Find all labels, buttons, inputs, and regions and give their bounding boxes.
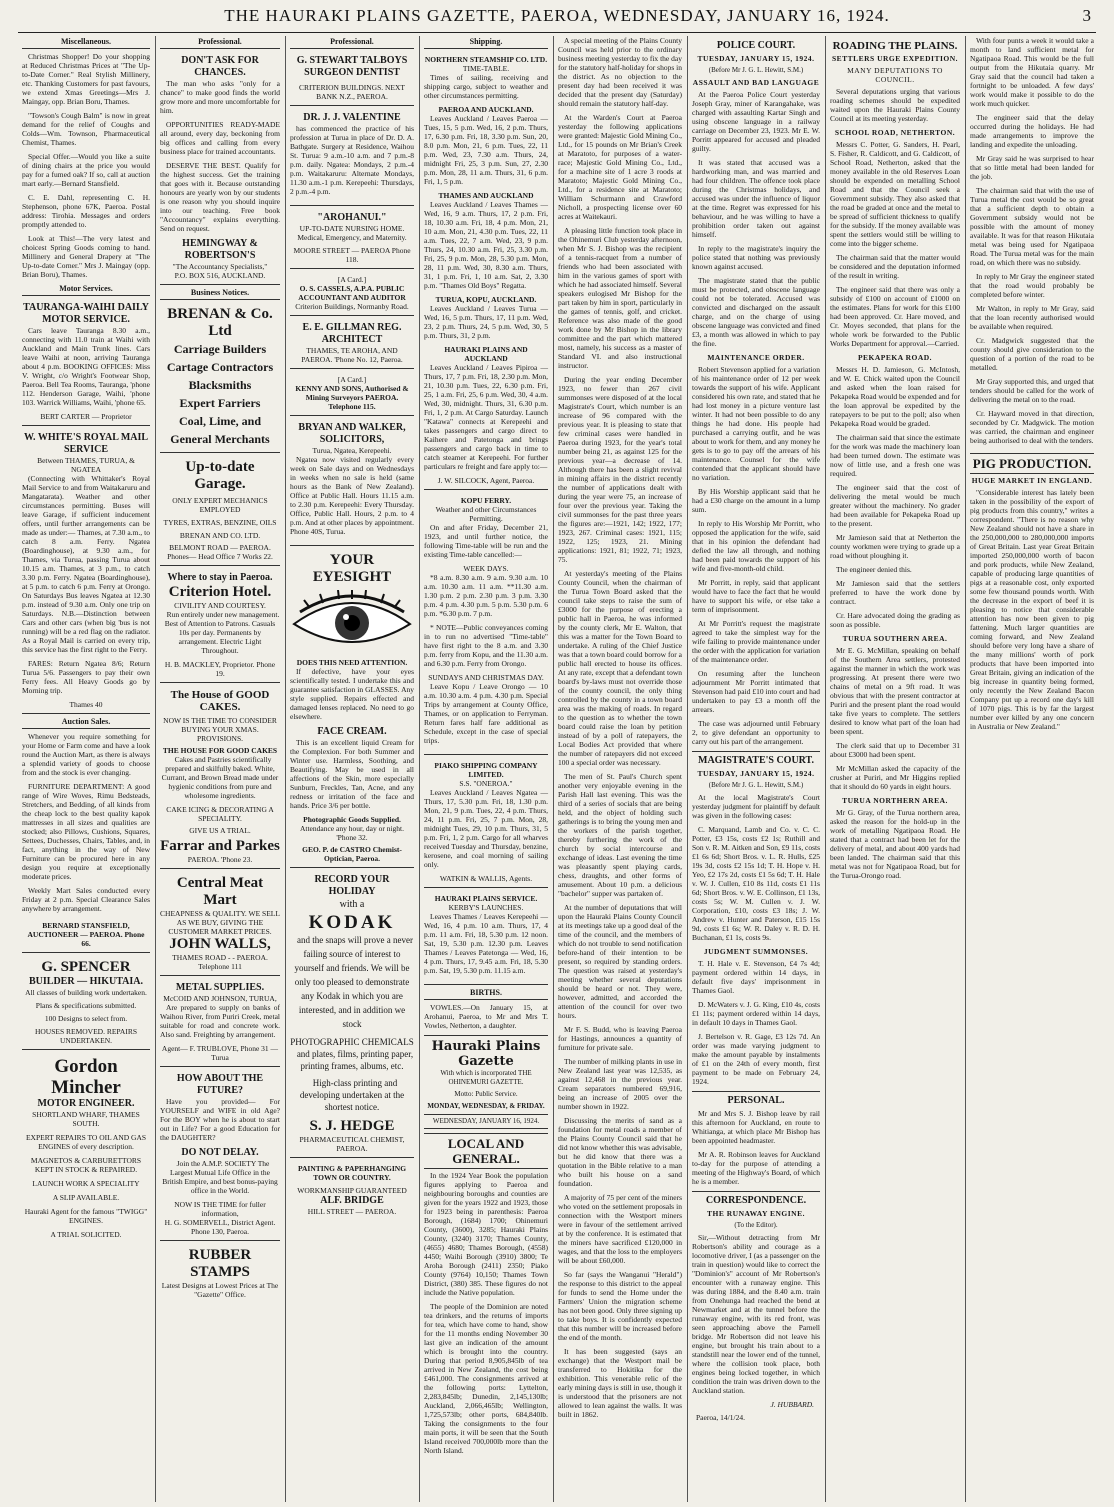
ad-gillman	[290, 319, 414, 369]
ad-sign: J. W. SILCOCK, Agent, Paeroa.	[437, 476, 535, 485]
ad-tauranga-waihi	[22, 299, 150, 426]
ad-kodak	[290, 871, 414, 1158]
ad-title: BRENAN & Co. Ltd	[167, 306, 273, 339]
ad-title: FACE CREAM.	[317, 726, 387, 737]
ad-title: "AROHANUI."	[317, 212, 387, 223]
ad-firm: McCOID AND JOHNSON, TURUA,	[163, 994, 277, 1003]
ad-kerby	[424, 891, 548, 985]
route-times: Leaves Thames / Leaves Kerepeehi — Wed, 16, 4 p.m. 10 a.m. Thurs, 17, 4 p.m. 11 a.m. Fri, 18, 5.30 p.m. 12 noon. Sat, 19, 5.30 p.m. 12.30 p.m. Leaves Thames / Leaves Patetonga — Wed, 16, 4 p.m. Thurs, 17, 9.45 a.m. Fri, 18, 5.30 p.m. Sat, 19, 5.30 p.m. 11.15 a.m.	[424, 912, 548, 975]
gazette-motto: Motto: Public Service.	[454, 1090, 518, 1098]
column-8	[966, 36, 1098, 1502]
eye-icon	[290, 590, 414, 654]
gazette-title: Hauraki Plains Gazette	[431, 1039, 541, 1069]
ad-rubber	[160, 1244, 280, 1303]
ad-sign: BERNARD STANSFIELD, AUCTIONEER — PAEROA. Phone 66.	[27, 921, 145, 948]
headline-correspondence: CORRESPONDENCE.	[692, 1191, 820, 1207]
ad-line: All classes of building work undertaken.	[25, 988, 147, 997]
article-paragraph: A majority of 75 per cent of the miners who voted on the settlement proposals in connection with the Westport miners were in favour of the settlement arrived at by the conference. It is estimated that the miners have sacrificed £120,000 in wages, and that the loss to the employers will be about £60,000.	[558, 1193, 682, 1265]
section-header-births: BIRTHS.	[424, 988, 548, 1000]
article-paragraph: Messrs H. D. Jamieson, G. McIntosh, and W. E. Chick waited upon the Council and asked when the loan raised for Pekapeka Road would be expended and for the loan approval be expedited by the ratepayers to be put to the poll; also when Pekapeka Road would be graded.	[830, 365, 960, 428]
ad-sign: GEO. P. de CASTRO Chemist-Optician, Paeroa.	[302, 845, 402, 863]
ad-card: [A Card.]	[337, 375, 367, 384]
article-paragraph: Mr Jamieson said that at Netherton the county workmen were trying to grade up a road without ploughing it.	[830, 533, 960, 560]
ad-line: BELMONT ROAD — PAEROA.	[169, 543, 271, 552]
route-times: Leaves Auckland / Leaves Paeroa — Tues, 15, 5 p.m. Wed, 16, 2 p.m. Thurs, 17, 6.30 p.m. Fri, 18, 3.30 p.m. Sun, 20, 8.0 p.m. Mon, 21, 6 p.m. Tues, 22, 11 p.m. Wed, 23, 7.30 a.m. Thurs, 24, midnight Fri, 25, 3 p.m. Sun, 27, 2.30 p.m. Mon, 28, 11 a.m. Thurs, 31, 6 p.m. Fri, 1, 5 p.m.	[424, 114, 548, 186]
ad-firm: HEMINGWAY & ROBERTSON'S	[182, 238, 258, 261]
ad-line: "The Accountancy Specialists,"	[172, 262, 268, 271]
section-header-auction: Auction Sales.	[22, 717, 150, 729]
article-paragraph: At the Warden's Court at Paeroa yesterday the following applications were granted: Majestic Gold Mining Co., Ltd., for 15 pounds on Mr Brian's Creek at Maratoto, for purposes of a water-race; Majestic Gold Mining Co., Ltd., for a machine site of 1 acre 3 roods at Maratoto; Majestic Gold Mining Co., Ltd., for a residence site at Maratoto; William Schurmann and Crawford Nicholl, a prospecting license over 60 acres at Waitekauri.	[558, 113, 682, 221]
article-paragraph: The engineer denied this.	[836, 565, 912, 574]
article-paragraph: The chairman said that the matter would be considered and the deputation informed of the result in writing.	[830, 253, 960, 280]
ad-criterion	[160, 569, 280, 683]
article-paragraph: On resuming after the luncheon adjournment Mr Porritt intimated that Stevenson had paid £10 into court and had undertaken to pay £3 a month off the arrears.	[692, 669, 820, 714]
ad-body: and the snaps will prove a never failing source of interest to yourself and friends. We will be only too pleased to demonstrate any Kodak in which you are interested, and in addition we stock	[294, 935, 413, 1029]
ad-line: with a	[339, 899, 365, 910]
letter-place: Paeroa, 14/1/24.	[696, 1413, 745, 1422]
ad-line: GIVE US A TRIAL.	[189, 826, 251, 835]
article-paragraph: J. Bertelson v. R. Gage, £3 12s 7d. An order was made varying judgment to make the amount payable by instalments of £1 on the 24th of every month, first payment to be made on February 24, 1924.	[692, 1032, 820, 1086]
ad-line: P.O. BOX 516, AUCKLAND.	[174, 271, 266, 280]
ad-body: Cakes and Pastries scientifically prepared and skilfully baked. White, Currant, and Brown Bread made under hygienic conditions from pure and wholesome ingredients.	[161, 755, 279, 800]
ad-card: [A Card.]	[337, 275, 367, 284]
article-paragraph: The engineer said that the delay occurred during the holidays. He had made arrangements to improve the landing and expedite the unloading.	[970, 113, 1094, 149]
headline-police-court: POLICE COURT.	[716, 40, 796, 51]
ad-body: Ngatea now visited regularly every week on Sale days and on Wednesdays in weeks when no sale is held (same hours as the Bank of New Zealand). Office at Public Hall. Hours 11.15 a.m. to 2.30 p.m. Kerepeehi: Every Thursday. Office, Public Hall. Hours, 2 p.m. to 4 p.m. And at other places by appointment. Phone 40S, Turua.	[290, 455, 414, 536]
article-paragraph: The clerk said that up to December 31 about £3000 had been spent.	[830, 741, 960, 759]
ad-body: The man who asks "only for a chance" to make good finds the world grow more and more uncomfortable for him.	[160, 79, 280, 115]
gazette-date: WEDNESDAY, JANUARY 16, 1924.	[424, 1114, 548, 1129]
article-paragraph: Cr. Hayward moved in that direction, seconded by Cr. Madgwick. The motion was carried, the chairman and engineer being authorised to deal with the tenders.	[970, 409, 1094, 445]
ad-title: PAINTING & PAPERHANGING TOWN OR COUNTRY.	[297, 1164, 407, 1182]
article-paragraph: During the year ending December 1923, no fewer than 267 civil summonses were disposed of at the local Magistrate's Court, which number is an increase of 96 compared with the previous year. It is pleasing to state that few criminal cases were handled in Paeroa during 1923, for the year's total number being 21, as against 125 for the previous year—a decrease of 14. Although there has been a slight revival in mining affairs in the district recently the number of applications dealt with during the year were 75, an increase of four over the previous year. Taking the civil summonses for the past three years the figures are:—1921, 142; 1922, 177; 1923, 267. Criminal cases: 1921, 115; 1922, 125; 1923, 21. Mining applications: 1921, 81; 1922, 71; 1923, 75.	[558, 375, 682, 564]
ad-sign: BERT CARTER — Proprietor	[40, 412, 132, 421]
ad-title: RECORD YOUR HOLIDAY	[314, 874, 390, 897]
article-paragraph: Robert Stevenson applied for a variation of his maintenance order of 12 per week towards the support of his wife. Applicant considered his own rate, and stated that he had lost money in a picture venture last winter. It had not been possible to do any things he had done. His people had purchased a carrying outfit, and he was about to work for them, and any money he gets is to go to pay off the arrears of his maintenance. Counsel for the wife contended that the applicant should have no variation.	[692, 365, 820, 482]
ad-royal-mail	[22, 429, 150, 714]
ad-line: MOORE STREET — PAEROA Phone 118.	[293, 246, 411, 264]
section-header-professional: Professional.	[160, 37, 280, 49]
ad-line: THAMES ROAD - - PAEROA. Telephone 111	[172, 953, 268, 971]
ad-subtitle: Weather and other Circumstances Permitting.	[435, 505, 537, 523]
article-paragraph: The chairman said that with the use of Turua metal the cost would be so great that a sufficient depth to obtain a Government subsidy would not be possible with the amount of money available. It was for that reason Hikutaia metal was being used for Ngatipaoa Road. The Turua metal was for the main road, on which there was no subsidy.	[970, 186, 1094, 267]
article-paragraph: At yesterday's meeting of the Plains County Council, when the chairman of the Turua Town Board asked that the council take steps to raise the sum of £3000 for the purpose of erecting a public hall in Paeroa, he was informed by the county clerk, Mr E. Walton, that this was a matter for the Town Board to undertake. A ruling of the Chief Justice was that a town board could borrow for a public hall erected to house its offices. At any rate, except that a defendant town board's by-laws must not override those of the county council, the only thing controlled by the county in a town board area was the making of roads. In regard to the question as to whether the town board could raise the loan by petition instead of by a poll of ratepayers, the Local Bodies Act provided that where the number of ratepayers did not exceed 100 a special order was necessary.	[558, 569, 682, 767]
auction-paragraph: Whenever you require something for your Home or Farm come and have a look round the Auction Mart, as there is always a splendid variety of goods to choose from and the stock is ever changing.	[22, 732, 150, 777]
ad-metal	[160, 979, 280, 1067]
article-paragraph: A pleasing little function took place in the Ohinemuri Club yesterday afternoon, when Mr S. J. Bishop was the recipient of a tennis-racquet from a number of friends who had been associated with him in the various games of sport with which he had associated himself. Several speakers eulogised Mr Bishop for the part taken by him in sport, particularly in the games of tennis, golf, and cricket. Reference was also made of the good work done by Mr Bishop in the library committee and the part which mattered most, namely, his success as a master of Standard VI. and also instructional instructor.	[558, 226, 682, 370]
article-paragraph: Messrs C. Potter, G. Sanders, H. Pearl, S. Fisher, R. Caldicott, and G. Caldicott, of School Road, Netherton, asked that the money available in the old Reserves Loan should be expended on metalling School Road and that the Council seek a Government subsidy. They also asked that the road be graded at once and the metal to be spread of sufficient thickness to qualify for the subsidy. If the money available was spent the settlers would still be willing to come into the bigger scheme.	[830, 140, 960, 248]
article-paragraph: The people of the Dominion are noted tea drinkers, and the returns of imports for tea, which have come to hand, show for the 11 months ending November 30 last give an indication of the amount which is brought into the country. During that period 8,905,845lb of tea arrived in New Zealand, the cost being £461,000. The consignments arrived at the following ports: Lyttelton, 2,283,845lb; Dunedin, 2,145,130lb; Auckland, 2,066,465lb; Wellington, 1,725,573lb; other ports, 684,840lb. Taking the consignments to the four main ports, it will be seen that the South Island received 700,000lb more than the North Island.	[424, 1302, 548, 1455]
ad-accountancy	[160, 52, 280, 285]
article-paragraph: By His Worship applicant said that he had a £30 charge on the amount in a lump sum.	[692, 487, 820, 514]
article-paragraph: The number of milking plants in use in New Zealand last year was 12,535, as against 12,468 in the previous year. Cream separators numbered 69,916, being an increase of 2005 over the number shown in 1922.	[558, 1057, 682, 1111]
article-paragraph: Mr Gray supported this, and urged that tenders should be called for the work of delivering the metal on to the road.	[970, 377, 1094, 404]
ad-body: (Connecting with Whittaker's Royal Mail Service to and from Waitakaruru and Mangatarata). Weather and other circumstances permitting. Buses will leave Garage, if sufficient inducement offers, until further arrangements can be made as under:— Thames, at 7.30 a.m., to catch 8 a.m. Ferry. Ngatea (Boardinghouse), at 9.30 a.m., for Thames, via Turua, passing Turua about 10.15 a.m. Thames, at 3 p.m., to catch 3.30 p.m. Ferry. Ngatea (Boardinghouse), at 5 p.m. to catch 6 p.m. Ferry at Orongo. On Saturdays Bus leaves Ngatea at 12.30 p.m. instead of 9.30 a.m. Only one trip on Saturdays. N.B.—Distinction between Cars and other cars (when big 'bus is not running) will be a red flag on the radiator. As a Royal Mail is carried on every trip, this service has the first right to the Ferry.	[22, 474, 150, 654]
headline-local-general: LOCAL AND GENERAL.	[424, 1133, 548, 1169]
article-paragraph: T. H. Hale v. E. Stevenson, £4 7s 4d; payment ordered within 14 days, in default five days' imprisonment in Thames Gaol.	[692, 959, 820, 995]
ad-line: Attendance any hour, day or night. 'Phone 32.	[299, 824, 405, 842]
article-paragraph: The chairman said that since the estimate for the work was made the machinery loan had been turned down. The estimate was now of little use, and a fresh one was required.	[830, 433, 960, 478]
subheading: JUDGMENT SUMMONSES.	[703, 947, 809, 956]
ad-subtitle: MOTOR ENGINEER.	[37, 1098, 135, 1109]
ad-kenny	[290, 372, 414, 416]
masthead-title: THE HAURAKI PLAINS GAZETTE, PAEROA, WEDNESDAY, JANUARY 16, 1924.	[224, 6, 890, 25]
ad-line: Coal, Lime, and	[178, 414, 261, 428]
letter-body: Sir,—Without detracting from Mr Robertson's ability and courage as a locomotive driver, I (as a passenger on the train in question) would like to correct the "Dominion's" account of Mr Robertson's encounter with a runaway engine. This was during 1884, and the 8.40 a.m. train from Onehunga had reached the bend at Newmarket and at the tunnel before the runaway engine, with its red front, was seen approaching above the Parnell bridge. Mr Robertson did not leave his engine, but brought his train about to a standstill near the lower end of the tunnel, where the collision took place, both engines being locked together, in which condition the train was driven down to the Auckland station.	[692, 1233, 820, 1395]
ad-bridge	[290, 1161, 414, 1220]
subheading: MAINTENANCE ORDER.	[707, 353, 805, 362]
ad-meat-mart	[160, 872, 280, 976]
ad-firm: S. J. HEDGE	[309, 1118, 395, 1134]
ad-title: HOW ABOUT THE FUTURE?	[176, 1073, 264, 1096]
ad-line: Cartage Contractors	[166, 360, 274, 374]
ad-body: Times of sailing, receiving and shipping cargo, subject to weather and other circumstances permitting.	[424, 73, 548, 100]
ad-subtitle: KERBY'S LAUNCHES.	[448, 903, 524, 912]
ad-line: THE HOUSE FOR GOOD CAKES	[162, 746, 278, 755]
article-paragraph: Several deputations urging that various roading schemes should be expedited waited upon the Hauraki Plains County Council at its meeting yesterday.	[830, 87, 960, 123]
ad-body: Are prepared to supply on banks of Waihou River, from Puriri Creek, metal suitable for road and concrete work. Also sand. Freighting by arrangement.	[160, 1003, 280, 1039]
ad-line: EXPERT REPAIRS TO OIL AND GAS ENGINES of every description.	[25, 1133, 147, 1151]
ad-amp	[160, 1070, 280, 1241]
subheading: PEKAPEKA ROAD.	[857, 353, 933, 362]
ad-cakes	[160, 686, 280, 869]
headline-magistrates-court: MAGISTRATE'S COURT.	[692, 751, 820, 767]
ad-firm: JOHN WALLS,	[169, 936, 271, 952]
ad-subtitle: S.S. "ONEROA."	[459, 779, 513, 788]
ad-eyesight	[290, 549, 414, 868]
ad-title: G. SPENCER	[41, 959, 131, 975]
ad-title: KOPU FERRY.	[460, 496, 512, 505]
ad-firm: ALF. BRIDGE	[320, 1195, 384, 1206]
ad-title: NORTHERN STEAMSHIP CO. LTD.	[424, 55, 548, 64]
ad-line: WORKMANSHIP GUARANTEED	[297, 1186, 407, 1195]
route-times: Leaves Auckland / Leaves Pipiroa — Thurs, 17, 7 p.m. Fri, 18, 2.30 p.m. Mon, 21, 10.30 p.m. Tues, 22, 6.30 p.m. Fri, 25, 1 a.m. Fri, 25, 6 p.m. Wed, 30, 4 a.m. Wed, 30, midnight. Thurs, 31, 6.30 p.m. Fri, 1, 2 p.m. At Cargo Saturday. Launch "Katawa" connects at Kerepeehi and takes passengers and cargo direct to Kaihere and Patetonga and brings passengers and cargo back in time to catch steamer at Kerepeehi. For further particulars re freight and fare apply to:—	[424, 363, 548, 471]
ad-line: UP-TO-DATE NURSING HOME. Medical, Emergency, and Maternity.	[297, 224, 407, 242]
column-7	[826, 36, 964, 1502]
misc-paragraph: Special Offer.—Would you like a suite of dining chairs at the price you would pay for a fumed oak? If so, call at auction mart early.—Bernard Stansfield.	[22, 152, 150, 188]
column-4	[420, 36, 552, 1502]
ad-kopu-ferry	[424, 493, 548, 755]
ad-title: E. E. GILLMAN REG. ARCHITECT	[302, 322, 402, 345]
ad-title: DR. J. J. VALENTINE	[303, 112, 401, 123]
ad-body: has commenced the practice of his profession at Turua in place of Dr. D. A. Bathgate. Surgery at Residence, Waihou St. Turua: 9 a.m.-10 a.m. and 7 p.m.-8 p.m. daily. Ngatea: Mondays, 2 p.m.-4 p.m. Waitakaruru: Alternate Mondays, 11.30 a.m.-1 p.m. Kerepeehi: Thursdays, 2 p.m.-4 p.m.	[290, 124, 414, 196]
route-title: SUNDAYS AND CHRISTMAS DAY.	[428, 673, 544, 682]
route-title: TURUA, KOPU, AUCKLAND.	[435, 295, 537, 304]
court-date: TUESDAY, JANUARY 15, 1924.	[697, 769, 815, 778]
route-times: Leave Kopu / Leave Orongo — 10 a.m. 10.30 a.m. 4 p.m. 4.30 p.m. Special Trips by arrangement at County Office, Thames, or on application to Ferryman. Return fares half fare additional as Schedule, except in the case of special trips.	[424, 682, 548, 745]
article-paragraph: Mr Porritt, in reply, said that applicant would have to face the fact that he would have to support his wife, or else take a term of imprisonment.	[692, 578, 820, 614]
column-1	[18, 36, 154, 1502]
column-2	[156, 36, 284, 1502]
ad-line: A SLIP AVAILABLE.	[52, 1193, 120, 1202]
ad-note: * NOTE—Public conveyances coming in to run no advertised "Time-table" have first right to the 8 a.m. and 3.30 p.m. ferry from Kopu, and the 11.30 a.m. and 6.30 p.m. Ferry from Orongo.	[424, 623, 548, 668]
ad-northern-steamship	[424, 52, 548, 490]
page-number: 3	[1082, 6, 1092, 25]
ad-brand: KODAK	[308, 912, 396, 933]
ad-body: Join the A.M.P. SOCIETY The Largest Mutual Life Office in the British Empire, and best bonus-paying office in the World.	[162, 1159, 278, 1195]
article-paragraph: In reply to the magistrate's inquiry the police stated that nothing was previously known against accused.	[692, 244, 820, 271]
ad-line: DO NOT DELAY.	[181, 1147, 259, 1158]
misc-paragraph: Look at This!—The very latest and choicest Spring Goods coming to hand. Millinery and General Drapery at "The Up-to-date Corner." Mrs J. Maingay (opp. Brian Boru), Thames.	[22, 234, 150, 279]
subheading: SETTLERS URGE EXPEDITION.	[831, 54, 959, 63]
headline-personal: PERSONAL.	[692, 1091, 820, 1107]
gazette-masthead	[424, 1035, 548, 1129]
route-times: *8 a.m. 8.30 a.m. 9 a.m. 9.30 a.m. 10 a.m. 10.30 a.m. 11 a.m. **11.30 a.m. 1.30 p.m. 2 p.m. 2.30 p.m. 3 p.m. 3.30 p.m. 4 p.m. 4.30 p.m. 5 p.m. 5.30 p.m. 6 p.m. *6.30 p.m. 7 p.m.	[424, 573, 548, 618]
ad-heading: Where to stay in Paeroa.	[167, 572, 273, 583]
article-paragraph: A special meeting of the Plains County Council was held prior to the ordinary business meeting yesterday to fix the day for the statutory half-holiday for shops in the district. As no objection to the present day had been received it was decided that the present day (Saturday) should remain the statutory half-day.	[558, 36, 682, 108]
ad-piako	[424, 758, 548, 888]
ad-subtitle: Between THAMES, TURUA, & NGATEA	[37, 456, 135, 474]
ad-line: Agent— F. TRUBLOVE, Phone 31 — Turua	[161, 1044, 279, 1062]
letter-signature: J. HUBBARD.	[770, 1400, 814, 1409]
ad-line: HILL STREET — PAEROA.	[307, 1207, 397, 1216]
ad-line: THAMES, TE AROHA, AND PAEROA. 'Phone No. 12, Paeroa.	[301, 346, 403, 364]
article-paragraph: The engineer said that the cost of delivering the metal would be much greater without the machinery. No grader had been available for Pekapeka Road up to the present.	[830, 483, 960, 528]
subheading: ASSAULT AND BAD LANGUAGE	[692, 78, 820, 87]
article-paragraph: Mr E. G. McMillan, speaking on behalf of the Southern Area settlers, protested against the manner in which the work was progressing. At present there were two chains of metal on a 9ft road. It was obvious that with the present contractor at Puriri and the present plant the road would take five years to complete. The settlers desired to know what part of the loan had been spent.	[830, 646, 960, 736]
ad-line: Phones— Head Office 7 Works 22.	[167, 552, 273, 561]
section-header-motor: Motor Services.	[22, 284, 150, 296]
article-paragraph: At the Paeroa Police Court yesterday Joseph Gray, miner of Karangahake, was charged with assaulting Kartar Singh and using obscene language in a railway carriage on December 23, 1923. Mr E. W. Porritt appeared for accused and pleaded guilty.	[692, 90, 820, 153]
section-header-professional: Professional.	[290, 37, 414, 49]
gazette-incorporated: With which is incorporated THE OHINEMURI GAZETTE.	[440, 1069, 532, 1086]
route-title: THAMES AND AUCKLAND	[438, 191, 534, 200]
ad-line: ONLY EXPERT MECHANICS EMPLOYED	[172, 496, 268, 514]
route-times: Leaves Auckland / Leaves Ngatea — Thurs, 17, 5.30 p.m. Fri, 18, 1.30 p.m. Mon, 21, 9 p.m. Tues, 22, 4 p.m. Thurs, 24, 11 p.m. Fri, 25, 7 p.m. Mon, 28, midnight Tues, 29, 10 p.m. Thurs, 31, 5 p.m. Fri, 1, 2 p.m. Cargo for all wharves received Tuesday and Thursday, benzine, kerosene, and coal morning of sailing only.	[424, 788, 548, 869]
article-paragraph: Cr. Hare advocated doing the grading as soon as possible.	[830, 611, 960, 629]
route-title: HAURAKI PLAINS AND AUCKLAND	[444, 345, 528, 363]
ad-line: BRENAN AND CO. LTD.	[179, 531, 261, 540]
ad-title: YOUR EYESIGHT	[312, 552, 392, 585]
section-header-shipping: Shipping.	[424, 37, 548, 49]
misc-paragraph: Christmas Shopper! Do your shopping at Reduced Christmas Prices at "The Up-to-Date Corner." Real Stylish Millinery, etc. Thanking Customers for past favours, we extend Xmas Greetings—Mrs J. Maingay, opp. Brian Boru, Thames.	[22, 52, 150, 106]
ad-body: DESERVE THE BEST. Qualify for the highest success. Get the training that goes with it. Because outstanding honours are yearly won by our students is one reason why you should inquire into our teaching. Free book "Accountancy" explains everything. Send on request.	[160, 161, 280, 233]
ad-garage	[160, 456, 280, 566]
ad-body: Cars leave Tauranga 8.30 a.m., connecting with 11.0 train at Waihi with Auckland and Main Trunk lines. Cars leave Waihi at noon, arriving Tauranga about 4 p.m. BOOKING OFFICES: Miss V. Wright, c/o Wright's Footwear Shop, Paeroa. Bell Tea Rooms, Tauranga, 'phone 112. Henderson Garage, Waihi, 'phone 103. Warrick Williams, Waihi, 'phone 65.	[22, 326, 150, 407]
ad-subtitle: DOES THIS NEED ATTENTION.	[296, 658, 408, 667]
column-5	[554, 36, 686, 1502]
auction-paragraph: FURNITURE DEPARTMENT: A good range of Wire Woves, Rimu Bedsteads, Stretchers, and Bedding, of all kinds from the cheap lock to the best quality kapok mattresses in all sizes and qualities are stocked; also Pillows, Cushions, Squares, Settees, Duchesses, Chairs, Tables, and, in fact, anything in the way of New Furniture can be procured here in any design you require at exceptionally moderate prices.	[22, 782, 150, 881]
ad-cassels	[290, 272, 414, 316]
ad-title: G. STEWART TALBOYS SURGEON DENTIST	[296, 55, 408, 78]
ad-line: NOW IS THE TIME for fuller information,	[174, 1200, 266, 1218]
ad-title: DON'T ASK FOR CHANCES.	[181, 55, 259, 78]
misc-paragraph: C. E. Dahl, representing C. H. Stephenson, phone 67K, Paeroa. Postal address: Tirohia. Messages and orders promptly attended to.	[22, 193, 150, 229]
ad-title: The House of GOOD CAKES.	[170, 689, 270, 713]
ad-line: General Merchants	[170, 432, 270, 446]
ad-body: and plates, films, printing paper, printing frames, albums, etc.	[296, 1049, 414, 1071]
court-before: (Before Mr J. G. L. Hewitt, S.M.)	[708, 781, 804, 789]
route-title: WEEK DAYS.	[463, 564, 509, 573]
ad-line: TYRES, EXTRAS, BENZINE, OILS	[163, 518, 277, 527]
ad-title: METAL SUPPLIES.	[175, 982, 265, 993]
ad-title: Up-to-date Garage.	[185, 459, 255, 492]
ad-line: Blacksmiths	[188, 378, 252, 392]
ad-line: Latest Designs at Lowest Prices at The "Gazette" Office.	[161, 1281, 279, 1299]
article-paragraph: At Mr Porritt's request the magistrate agreed to take the simplest way for the wife failing to provide maintenance under the order with the application for variation of the maintenance order.	[692, 619, 820, 664]
ad-body: OPPORTUNITIES READY-MADE all around, every day, beckoning from big offices and calling from every business place for trained accountants.	[160, 120, 280, 156]
article-paragraph: C. Marquand, Lamb and Co. v. C. C. Potter, £3 15s, costs £2 1s; Ruthill and Son v. R. M. Aitken and Son, £9 11s, costs £1 6s 6d; Short Bros. v. L. R. Hulls, £25 19s 3d, costs £2 15s 1d; T. H. Hope v. H. Yeo, £2 17s 2d, costs £1 5s 6d; T. H. Hale v. W. J. Cullen, £10 8s 11d, costs £1 11s 6d; Short Bros. v. W. E. Collinson, £1 13s, costs 5s; W. M. Cullen v. J. W. Corporation, £10, costs £3 18s; J. W. Andrew v. Hunter and Paterson, £15 15s 9d, costs £1 6s; W. R. Daley v. R. D. H. Buchanan, £1 1s, costs 9s.	[692, 825, 820, 942]
ad-spencer	[22, 956, 150, 1050]
ad-line: HOUSES REMOVED. REPAIRS UNDERTAKEN.	[34, 1027, 138, 1045]
ad-line: MAGNETOS & CARBURETTORS KEPT IN STOCK & REPAIRED.	[30, 1156, 142, 1174]
ad-body: Have you provided— For YOURSELF and WIFE in old Age? For the BOY when he is about to start out in Life? For a good Education for the DAUGHTER?	[160, 1097, 280, 1142]
article-paragraph: The case was adjourned until February 2, to give defendant an opportunity to carry out his part of the arrangement.	[692, 719, 820, 746]
article-paragraph: Mr and Mrs S. J. Bishop leave by rail this afternoon for Auckland, en route to Whitianga, at which place Mr Bishop has been appointed headmaster.	[692, 1109, 820, 1145]
section-header-misc: Miscellaneous.	[22, 37, 150, 49]
ad-arohanui	[290, 209, 414, 269]
ad-line: PHARMACEUTICAL CHEMIST, PAEROA.	[299, 1135, 405, 1153]
ad-title: RUBBER STAMPS	[188, 1247, 252, 1280]
births-notice: VOWLES.—On January 15, at Arohanui, Paeroa, to Mr and Mrs T. Vowles, Netherton, a daughter.	[424, 1003, 548, 1030]
gazette-publication-days: MONDAY, WEDNESDAY, & FRIDAY.	[427, 1102, 545, 1110]
article-paragraph: It was stated that accused was a hardworking man, and was married and had four children. The offence took place during the Christmas holidays, and accused was under the influence of liquor at the time. Regret was expressed for his behaviour, and he was willing to have a prohibition order taken out against himself.	[692, 158, 820, 239]
subheading: THE RUNAWAY ENGINE.	[707, 1209, 805, 1218]
ad-title: HAURAKI PLAINS SERVICE.	[434, 894, 538, 903]
ad-body: On and after Friday, December 21, 1923, and until further notice, the following Time-table will be run and the existing Time-table cancelled:—	[424, 523, 548, 559]
ad-line: Criterion Buildings, Normanby Road.	[295, 302, 409, 311]
article-paragraph: At the number of deputations that will upon the Hauraki Plains County Council at its meetings take up a good deal of the time of the council, and the members of which do not trouble to send notification before-hand of their intention to be present, so required by standing orders. The question was raised at yesterday's meeting whether several deputations should be heard or not. They were, however, admitted, and accorded the attention of the council for over two hours.	[558, 903, 682, 1020]
ad-line: Plans & specifications submitted.	[35, 1001, 137, 1010]
ad-stansfield	[22, 918, 150, 953]
article-paragraph: Mr F. S. Budd, who is leaving Paeroa for Hastings, announces a quantity of furniture for private sale.	[558, 1025, 682, 1052]
subheading: SCHOOL ROAD, NETHERTON.	[834, 128, 956, 137]
ad-brenan	[160, 303, 280, 453]
ad-sign: WATKIN & WALLIS, Agents.	[439, 874, 533, 883]
article-paragraph: In the 1924 Year Book the population figures applying to Paeroa and neighbouring boroughs and counties are given for the years 1922 and 1923, those for 1923 being in parenthesis: Paeroa Borough, (1684) 1700; Ohinemuri County, (3600), 3285; Hauraki Plains County, (3240) 3170; Thames County, (4655) 4680; Thames Borough, (4558) 4450; Waihi Borough (3910) 3800; Te Aroha Borough (2411) 2350; Piako County (9764) 10,150; Thames Town District, (380) 385. These figures do not include the Native population.	[424, 1171, 548, 1297]
ad-body: Run entirely under new management. Best of Attention to Patrons. Casuals 10s per day. Permanents by arrangement. Electric Light Throughout.	[164, 610, 280, 655]
ad-title: BRYAN AND WALKER, SOLICITORS,	[298, 422, 406, 445]
ad-line: PAEROA. 'Phone 23.	[187, 855, 253, 864]
ad-sign: H. B. MACKLEY, Proprietor. Phone 19.	[164, 660, 276, 678]
ad-line: Expert Farriers	[179, 396, 261, 410]
ad-line: NOW IS THE TIME TO CONSIDER BUYING YOUR XMAS. PROVISIONS.	[163, 716, 277, 743]
ad-line: Turua, Ngatea, Kerepeehi.	[312, 446, 392, 455]
ad-line: 100 Designs to select from.	[44, 1014, 128, 1023]
ad-line: PHOTOGRAPHIC CHEMICALS	[290, 1037, 414, 1047]
subheading: HUGE MARKET IN ENGLAND.	[971, 476, 1093, 485]
ad-title: Central Meat Mart	[176, 875, 264, 908]
section-header-business: Business Notices.	[160, 288, 280, 300]
ad-sign: H. G. SOMERVELL, District Agent. Phone 130, Paeroa.	[164, 1218, 276, 1236]
court-date: TUESDAY, JANUARY 15, 1924.	[697, 54, 815, 63]
ad-line: SHORTLAND WHARF, THAMES SOUTH.	[32, 1110, 140, 1128]
article-paragraph: In reply to Mr Gray the engineer stated that the road would probably be completed before winter.	[970, 272, 1094, 299]
ad-valentine	[290, 109, 414, 206]
ad-line: CHEAPNESS & QUALITY. WE SELL AS WE BUY, GIVING THE CUSTOMER MARKET PRICES.	[160, 909, 280, 936]
article-paragraph: Mr G. Gray, of the Turua northern area, asked the reason for the hold-up in the work of metalling Ngatipaoa Road. He stated that a contract had been let for the delivery of metal, and about 400 yards had been landed. The chairman said that this metal was not for Ngatipaoa Road, but for the Turua-Orongo road.	[830, 808, 960, 880]
article-paragraph: Discussing the merits of sand as a foundation for metal roads a member of the Plains County Council said that he did not know whether this was advisable, but he did know that there was a quotation in the Bible relative to a man who built his house on a sand foundation.	[558, 1116, 682, 1188]
ad-body: If defective, have your eyes scientifically tested. I undertake this and guarantee satisfaction in GLASSES. Any style supplied. Repairs effected and damaged lenses replaced. No need to go elsewhere.	[290, 667, 414, 721]
ad-subtitle: CIVILITY AND COURTESY.	[174, 601, 266, 610]
ad-title: TAURANGA-WAIHI DAILY MOTOR SERVICE.	[23, 302, 149, 325]
ad-line: Photographic Goods Supplied.	[303, 815, 401, 824]
article-paragraph: D. McWaters v. J. G. King, £10 4s, costs £1 11s; payment ordered within 14 days, in default 10 days in Thames Gaol.	[692, 1000, 820, 1027]
subheading: MANY DEPUTATIONS TO COUNCIL.	[847, 66, 943, 84]
ad-firm: Farrar and Parkes	[160, 838, 280, 854]
ad-title: O. S. CASSELS, A.P.A. PUBLIC ACCOUNTANT AND AUDITOR	[298, 284, 406, 302]
article-paragraph: Mr Gray said he was surprised to hear that so little metal had been landed for the job.	[970, 154, 1094, 181]
ad-line: LAUNCH WORK A SPECIALITY	[32, 1179, 140, 1188]
article-paragraph: The engineer said that there was only a subsidy of £100 on account of £1000 on the estimates. Plans for work for this £100 had been approved. Cr. Hare moved, and Cr. Moyes seconded, that plans for the whole work be forwarded to the Public Works Department for approval.—Carried.	[830, 285, 960, 348]
subheading: TURUA SOUTHERN AREA.	[842, 634, 948, 643]
article-paragraph: With four punts a week it would take a month to land sufficient metal for Ngatipaoa Road. This would be the full output from the Hikutaia quarry. Mr Gray said that the council had taken a fortnight to be unloaded. A few days' work would make it possible to do the work much quicker.	[970, 36, 1094, 108]
article-paragraph: "Considerable interest has lately been taken in the possibility of the export of pig products from this country," writes a correspondent. "There is no reason why New Zealand should not have a share in the 250,000,000 to 280,000,000 imports of Great Britain. Last year Great Britain imported 250,000,000 worth of bacon and pork products, while New Zealand, capable of producing large quantities of pigs at a reasonable cost, only exported some few thousand pounds worth. With the decrease in the export of beef it is pleasing to notice that considerable attention has now been given to pig fattening. Much larger quantities are coming forward, and New Zealand should before very long have a share of the many millions' worth of pork products that have been imported into Great Britain, giving an indication of the big increase in quantity being formed, only recently the New Zealand Bacon Company put up a record one day's kill of 1070 pigs. This is by far the largest number ever killed by any one concern in Australia or New Zealand."	[970, 488, 1094, 731]
ad-title: Criterion Hotel.	[168, 584, 272, 600]
ad-body: High-class printing and developing undertaken at the shortest notice.	[299, 1078, 405, 1112]
ad-title: PIAKO SHIPPING COMPANY LIMITED.	[434, 761, 538, 779]
subheading: TURUA NORTHERN AREA.	[842, 796, 948, 805]
article-paragraph: It has been suggested (says an exchange) that the Westport mail be transferred to Hokitika for the exhibition. This venerable relic of the early mining days is still in use, though it is understood that the prisoners are not allowed to lean against the walls. It was built in 1862.	[558, 1347, 682, 1419]
auction-paragraph: Weekly Mart Sales conducted every Friday at 2 p.m. Special Clearance Sales anywhere by arrangement.	[22, 886, 150, 913]
ad-subtitle: BUILDER — HIKUTAIA.	[29, 976, 143, 987]
article-paragraph: The men of St. Paul's Church spent another very enjoyable evening in the Parish Hall last evening. This was the third of a series of socials that are being held, and the object of holding such gatherings is to bring the young men and the workers of the parish together, thereby furthering the work of the church by social intercourse and exchange of ideas. Last evening the time was pleasantly spent playing cards, chess, draughts, and other forms of amusement. About 10 p.m. a delicious "bachelor" supper was partaken of.	[558, 772, 682, 898]
column-3	[286, 36, 418, 1502]
ad-line: A TRIAL SOLICITED.	[50, 1230, 122, 1239]
ad-title: KENNY AND SONS, Authorised & Mining Surveyors PAEROA. Telephone 115.	[295, 384, 409, 411]
ad-line: CRITERION BUILDINGS. NEXT BANK N.Z., PAEROA.	[298, 83, 406, 101]
ad-line: Hauraki Agent for the famous "TWIGG" ENGINES.	[24, 1207, 148, 1225]
court-before: (Before Mr J. G. L. Hewitt, S.M.)	[708, 66, 804, 74]
article-paragraph: At the local Magistrate's Court yesterday judgment for plaintiff by default was given in the following cases:	[692, 793, 820, 820]
misc-paragraph: "Towson's Cough Balm" is now in great demand for the relief of Coughs and Colds—Wm. Townson, Pharmaceutical Chemist, Thames.	[22, 111, 150, 147]
route-title: PAEROA AND AUCKLAND.	[438, 105, 534, 114]
ad-body: This is an excellent liquid Cream for the Complexion. For both Summer and Winter use. Harmless, Soothing, and Beautifying. May be used in all affections of the Skin, more especially Sunburn, Freckles, Tan, Acne, and any redness or irritation of the face and hands. Price 3/6 per bottle.	[290, 738, 414, 810]
ad-subtitle: TIME-TABLE.	[462, 64, 510, 73]
ad-line: Carriage Builders	[173, 342, 267, 356]
masthead	[0, 6, 1114, 30]
article-paragraph: Mr A. R. Robinson leaves for Auckland to-day for the purpose of attending a meeting of the Highway's Board, of which he is a member.	[692, 1150, 820, 1186]
article-paragraph: So far (says the Wanganui "Herald") the response to this district to the appeal for funds to send the Home under the Farmers' Union the migration scheme has not been good. Only three signing up to take boys. It is confidently expected that this number will be increased before the end of the month.	[558, 1270, 682, 1342]
ad-talboys	[290, 52, 414, 106]
article-paragraph: Cr. Madgwick suggested that the county should give consideration to the question of a portion of the road to be metalled.	[970, 336, 1094, 372]
headline-pig-production: PIG PRODUCTION.	[970, 453, 1094, 474]
article-paragraph: Mr Walton, in reply to Mr Gray, said that the loan recently authorised would be available when required.	[970, 304, 1094, 331]
article-paragraph: Mr McMillan asked the capacity of the crusher at Puriri, and Mr Higgins replied that it should do 60 yards in eight hours.	[830, 764, 960, 791]
ad-mincher	[22, 1053, 150, 1243]
ad-title: W. WHITE'S ROYAL MAIL SERVICE	[23, 432, 149, 455]
column-6	[688, 36, 824, 1502]
ad-line: CAKE ICING & DECORATING A SPECIALITY.	[166, 805, 274, 823]
article-paragraph: Mr Jamieson said that the settlers preferred to have the work done by contract.	[830, 579, 960, 606]
headline-roading: ROADING THE PLAINS.	[832, 40, 958, 52]
route-times: Leaves Auckland / Leaves Thames — Wed, 16, 9 a.m. Thurs, 17, 2 p.m. Fri, 18, 10.30 a.m. Fri, 18, 4 p.m. Mon, 21, 10 a.m. Mon, 21, 4.30 p.m. Tues, 22, 11 a.m. Tues, 22, 7 a.m. Wed, 23, 9 p.m. Thurs, 24, 10.30 a.m. Fri, 25, 3.30 p.m. Fri, 25, 9 p.m. Mon, 28, 5.30 p.m. Mon, 28, 11 p.m. Wed, 30, 8.30 a.m. Thurs, 31, 1 p.m. Fri, 1, 10 a.m. Sat, 2, 3.30 p.m. "Thames Old Boys" Regatta.	[424, 200, 548, 290]
ad-title: Gordon Mincher	[51, 1056, 121, 1098]
letter-to: (To the Editor).	[734, 1221, 778, 1229]
article-paragraph: The magistrate stated that the public must be protected, and obscene language could not be tolerated. Accused was convicted and discharged on the assault charge, and on the charge of using obscene language was convicted and fined £3, a month was allowed in which to pay the fine.	[692, 276, 820, 348]
ad-phone: Thames 40	[69, 700, 103, 709]
masthead-rule	[18, 32, 1096, 33]
ad-bryan	[290, 419, 414, 546]
ad-fares: FARES: Return Ngatea 8/6; Return Turua 5/6. Passengers to pay their own Ferry fees. All Heavy Goods go by Morning trip.	[22, 659, 150, 695]
route-times: Leaves Auckland / Leaves Turua — Wed, 16, 5 p.m. Thurs, 17, 11 p.m. Wed, 23, 2 p.m. Thurs, 24, 5 p.m. Wed, 30, 5 p.m. Thurs, 31, 2 p.m.	[424, 304, 548, 340]
article-paragraph: In reply to His Worship Mr Porritt, who opposed the application for the wife, said that in his opinion the defendant had defied the law all through, and nothing had been paid towards the support of his wife and five-month-old child.	[692, 519, 820, 573]
